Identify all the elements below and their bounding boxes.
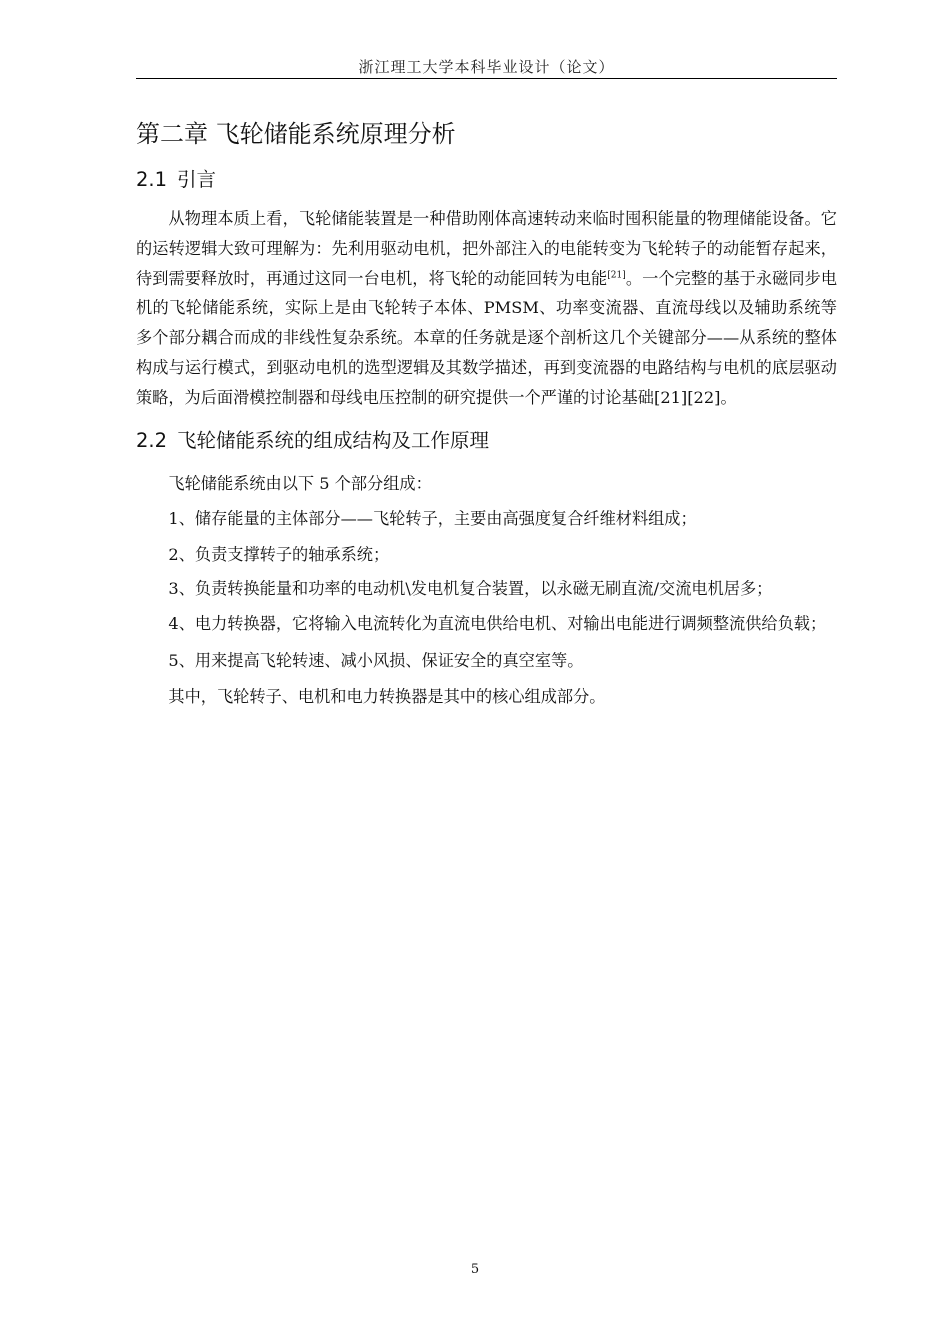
section-number: 2.2 [136, 428, 168, 452]
section-heading-2-1 [136, 165, 837, 195]
list-item: 2、负责支撑转子的轴承系统； [168, 544, 390, 564]
page-content [136, 114, 837, 714]
list-item: 1、储存能量的主体部分——飞轮转子，主要由高强度复合纤维材料组成； [168, 509, 697, 529]
intro-paragraph [136, 204, 837, 413]
paragraph-text: 从物理本质上看，飞轮储能装置是一种借助刚体高速转动来临时囤积能量的物理储能设备。它的运转逻辑大致可理解为：先利用驱动电机，把外部注入的电能转变为飞轮转子的动能暂存起来，待到需要释放时，再通过这同一台电机，将飞轮的动能回转为电能 [136, 209, 837, 288]
paragraph-text: 。一个完整的基于永磁同步电机的飞轮储能系统，实际上是由飞轮转子本体、PMSM、功率变流器、直流母线以及辅助系统等多个部分耦合而成的非线性复杂系统。本章的任务就是逐个剖析这几个关键部分——从系统的整体构成与运行模式，到驱动电机的选型逻辑及其数学描述，再到变流器的电路结构与电机的底层驱动策略，为后面滑模控制器和母线电压控制的研究提供一个严谨的讨论基础[21][22]。 [136, 268, 838, 407]
header-rule [136, 78, 837, 79]
list-item: 5、用来提高飞轮转速、减小风损、保证安全的真空室等。 [168, 651, 584, 671]
list-item: 4、电力转换器，它将输入电流转化为直流电供给电机、对输出电能进行调频整流供给负载； [168, 614, 827, 634]
chapter-title: 第二章 飞轮储能系统原理分析 [136, 120, 456, 148]
citation-superscript: [21] [607, 270, 626, 281]
page-number: 5 [470, 1262, 480, 1277]
section-heading-2-2 [136, 426, 837, 456]
section-title-text: 引言 [177, 168, 217, 191]
section-number: 2.1 [136, 168, 168, 191]
running-header: 浙江理工大学本科毕业设计（论文） [358, 58, 615, 76]
list-item: 3、负责转换能量和功率的电动机\发电机复合装置，以永磁无刷直流/交流电机居多； [168, 579, 773, 599]
list-conclusion: 其中，飞轮转子、电机和电力转换器是其中的核心组成部分。 [168, 686, 606, 706]
list-intro: 飞轮储能系统由以下 5 个部分组成： [168, 473, 432, 493]
section-title-text: 飞轮储能系统的组成结构及工作原理 [177, 428, 490, 452]
